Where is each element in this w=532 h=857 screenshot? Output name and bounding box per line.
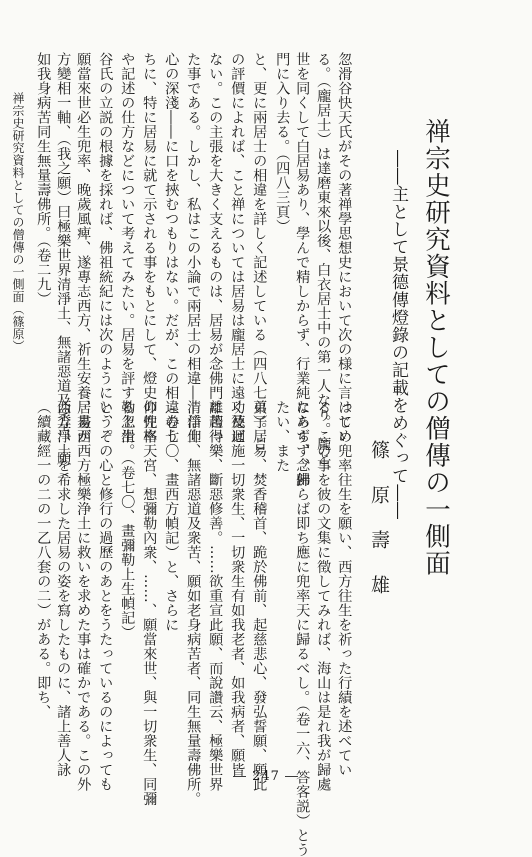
quotation-column: 離苦得樂、斷惡修善。……欲重宣此願、而說讚云、極樂世界 (207, 400, 224, 792)
body-column: 門に入り去る。（四八三頁） (274, 52, 291, 234)
body-column: 居易が西方極樂浄土に救いを求めた事は確かである。この外 (75, 400, 92, 792)
body-column: 西方淨土を希求した居易の姿を寫したものに、諸上善人詠 (55, 400, 72, 777)
body-column: 世を同くして白居易あり、學んで精しからず、行業純ならず、念佛 (294, 52, 311, 487)
body-column: の評價によれば、こと禅については居易は龐居士に遠く及ば (229, 52, 246, 444)
quotation-column: 清淨土、無諸惡道及衆苦、願如老身病苦者、同生無量壽佛所。 (185, 400, 202, 806)
body-column: と、更に兩居士の相違を詳しく記述している（四八七頁）。こ (251, 52, 268, 451)
body-column: と、その心と修行の過歷のあとをうたっているのによっても (97, 400, 114, 792)
quotation-column: 如我身病苦同生無量壽佛所。（卷二九） (35, 52, 52, 306)
body-column: 忽滑谷快天氏がその著禅學思想史において次の様に言ってい (336, 52, 353, 444)
citation-column: 勒上生。（卷七〇、畫彌勒上生幀記） (119, 400, 136, 640)
author-name: 篠原壽雄 (368, 440, 390, 620)
citation-column: （卷七〇、畫西方幀記）と、さらに (163, 400, 180, 632)
body-column: や記述の仕方などについて考えてみたい。居易を評する忽滑 (119, 52, 136, 444)
running-head: 禅宗史研究資料としての僧傳の一側面（篠原） (11, 92, 25, 353)
quotation-column: 仰兜率天宮、想彌勒內衆、……、願當來世、與一切衆生、同彌 (141, 400, 158, 806)
body-column: （續藏經一の二の一乙八套の二）がある。即ち、 (35, 400, 52, 719)
body-column: る。この事を彼の文集に徵してみれば、海山は是れ我が歸處 (315, 400, 332, 792)
body-column: はじめ兜率往生を願い、西方往生を祈った行績を述べてい (336, 400, 353, 777)
body-column: 心の深淺――に口を挾むつもりはない。だが、この相違のう (163, 52, 180, 444)
quotation-column: 功德迴施一切衆生、一切衆生有如我老者、如我病者、願皆 (229, 400, 246, 777)
paper-subtitle: ――主として景德傳燈錄の記載をめぐって―― (388, 150, 408, 520)
quotation-column: 方變相一軸、（我之願）曰極樂世界清淨土、無諸惡道及衆苦、願 (55, 52, 72, 466)
quotation-column: 弟子居易、焚香稽首、跪於佛前、起慈悲心、發弘誓願、願此 (251, 400, 268, 792)
body-column: 谷氏の立説の根據を採れば、佛祖統紀には次のようにいう。 (97, 52, 114, 444)
body-column: た事である。しかし、私はこの小論で兩居士の相違――信仰 (185, 52, 202, 444)
body-column: にあらず、歸らば即ち應に兜率天に歸るべし。（卷一六、答客説）とう (294, 400, 311, 857)
paper-title: 禅宗史研究資料としての僧傳の一側面 (421, 118, 451, 577)
body-column: る。（龐居士）は達磨東來以後、白衣居士中の第一人なり。龐と (315, 52, 332, 466)
body-column: ちに、特に居易に就て示される事をもとにして、燈史の性格 (141, 52, 158, 444)
body-column: ない。この主張を大きく支えるものは、居易が念佛門に趨っ (207, 52, 224, 444)
body-column: たい、また (274, 400, 291, 473)
quotation-column: 願當來世必生兜率、晚歲風痺、遂專志西方、祈生安養、畫西 (75, 52, 92, 444)
page-number: ― 247 ― (232, 769, 300, 784)
